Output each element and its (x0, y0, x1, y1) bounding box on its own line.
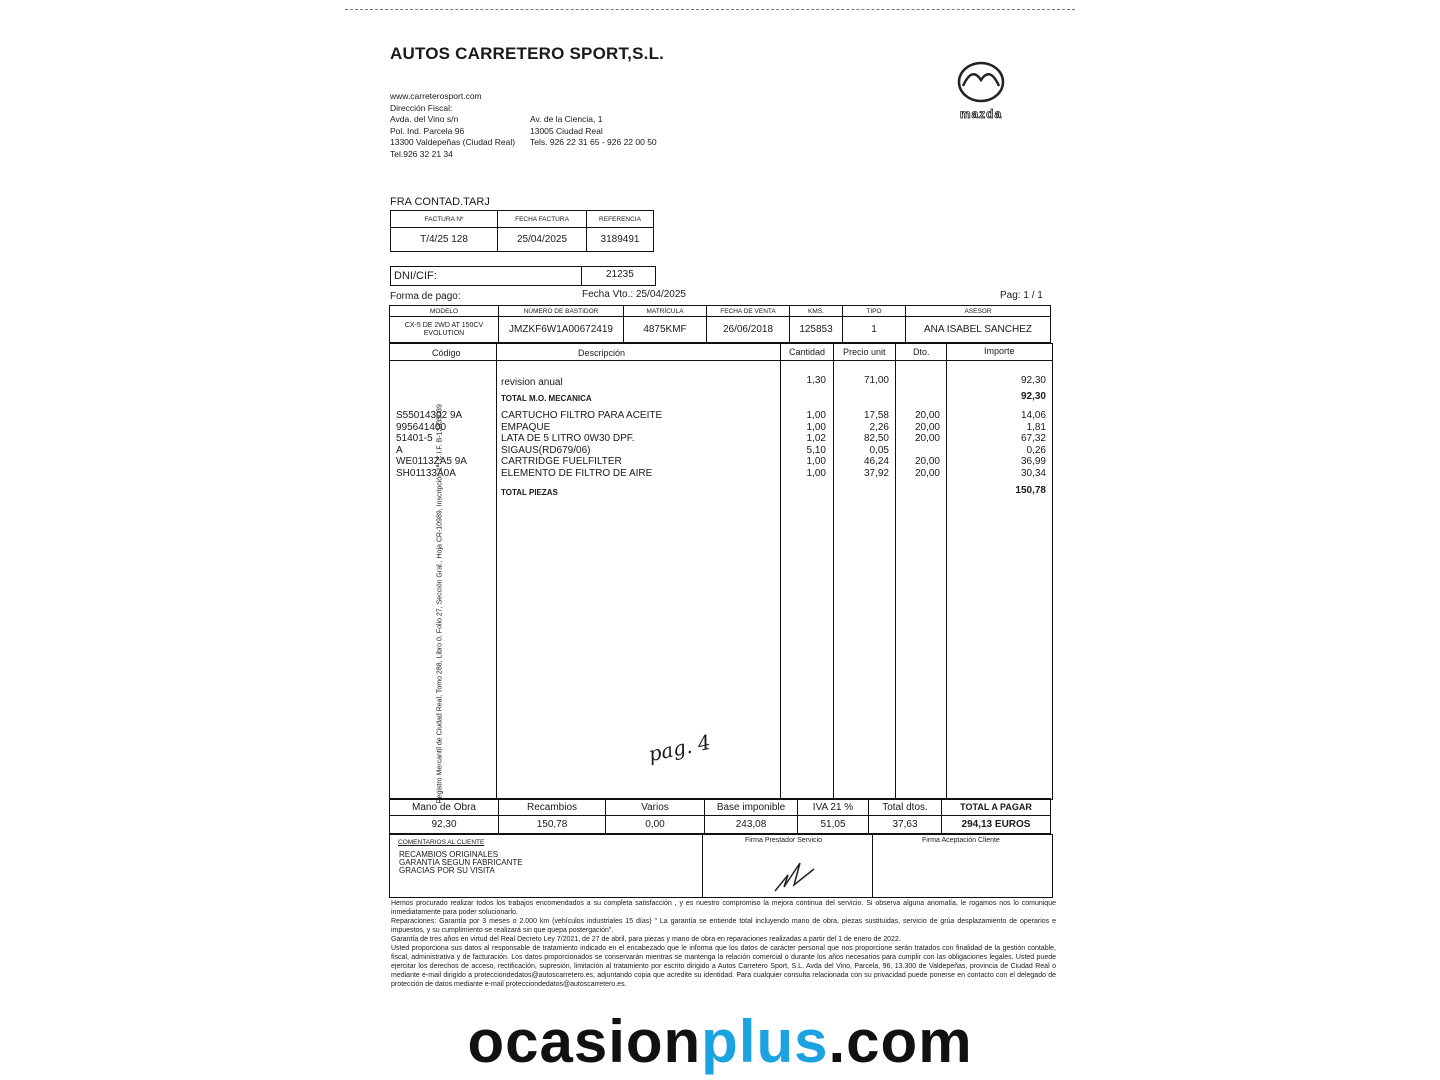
parts-sum-header: Recambios (499, 799, 606, 816)
sale-date-header: FECHA DE VENTA (707, 306, 790, 317)
part-disc: 20,00 (914, 456, 940, 467)
totals-table (389, 798, 1051, 834)
vehicle-table (389, 305, 1051, 343)
handwritten-note: pag. 4 (646, 729, 713, 767)
mazda-logo-icon (945, 58, 1017, 122)
part-amount: 0,26 (1026, 444, 1046, 456)
part-amount: 30,34 (1020, 467, 1046, 479)
model-line: EVOLUTION (423, 329, 465, 337)
invoice-number: T/4/25 128 (391, 228, 498, 252)
model-line: CX-5 DE 2WD AT 150CV (404, 321, 484, 329)
col-divider (780, 344, 781, 799)
code-header: Código (432, 348, 461, 358)
part-qty: 1,00 (806, 421, 826, 433)
grand-total: 294,13 EUROS (942, 816, 1051, 834)
legal-text (391, 899, 1056, 989)
grand-total-header: TOTAL A PAGAR (942, 799, 1051, 816)
part-qty: 5,10 (806, 444, 826, 456)
sale-date-value: 26/06/2018 (707, 317, 790, 343)
part-price: 37,92 (863, 467, 889, 479)
comment-line: RECAMBIOS ORIGINALES (399, 850, 499, 859)
part-qty: 1,00 (806, 456, 826, 467)
vin-value: JMZKF6W1A00672419 (499, 317, 624, 343)
invoice-date: 25/04/2025 (498, 228, 587, 252)
part-desc: EMPAQUE (501, 421, 551, 433)
col-divider (946, 344, 947, 799)
part-code: S55014302 9A (396, 410, 463, 421)
branch-line: 13005 Ciudad Real (530, 125, 603, 136)
registry-side-text: Registro Mercantil de Ciudad Real, Tomo 288, Libro 0, Folio 27, Sección Gral., Hoja CR-10989, Inscripción 1ª. C.I.F. B-13335039 (436, 404, 444, 804)
part-price: 17,58 (863, 410, 889, 421)
branch-line: Av. de la Ciencia, 1 (530, 114, 603, 124)
fiscal-line: Tel.926 32 21 34 (390, 148, 453, 159)
part-desc: ELEMENTO DE FILTRO DE AIRE (501, 467, 653, 479)
part-amount: 67,32 (1020, 433, 1046, 444)
fiscal-line: 13300 Valdepeñas (Ciudad Real) (390, 137, 516, 147)
part-price: 2,26 (869, 421, 889, 433)
provider-signature-label: Firma Prestador Servicio (745, 837, 823, 844)
document-type: FRA CONTAD.TARJ (390, 196, 490, 208)
part-desc: SIGAUS(RD679/06) (501, 444, 591, 456)
comment-line: GRACIAS POR SU VISITA (399, 866, 495, 875)
signature-scribble (770, 855, 820, 895)
comment-line: GARANTIA SEGUN FABRICANTE (399, 858, 523, 867)
part-disc: 20,00 (914, 467, 940, 479)
comments-label: COMENTARIOS AL CLIENTE (398, 839, 485, 846)
client-signature-label: Firma Aceptación Cliente (922, 837, 1000, 844)
company-contact (390, 91, 515, 160)
line-desc: revision anual (501, 377, 563, 388)
invoice-lines (389, 343, 1053, 800)
discount-total: 37,63 (869, 816, 942, 834)
dni-label: DNI/CIF: (394, 270, 437, 282)
invoice-id-table (390, 210, 654, 252)
description-header: Descripción (578, 348, 626, 358)
logo-part-accent: plus (701, 1008, 829, 1075)
plate-header: MATRÍCULA (624, 306, 707, 317)
part-price: 46,24 (863, 456, 889, 467)
legal-paragraph: Usted proporciona sus datos al responsable de tratamiento indicado en el encabezado que le informa que los datos de carácter personal que nos proporcione serán tratados con finalidad de la gestión contable, fiscal, administrativa y de facturación. Los datos proporcionados se conservarán mientras se mantenga la relación comercial o durante los años necesarios para cumplir con las obligaciones legales. Usted puede ejercitar los derechos de acceso, rectificación, supresión, limitación al tratamiento por escrito dirigido a Autos Carretero Sport, S.L. Avda del Vino, Parcela, 96, 13.300 de Valdepeñas, provincia de Ciudad Real o mediante e-mail dirigido a protecciondedatos@autoscarretero.es, adjuntando copia que acredite su identidad. Para cualquier consulta relacionada con su privacidad puede ponerse en contacto con el delegado de protección de datos mediante e-mail protecciondedatos@autoscarretero.es. (391, 945, 1056, 988)
part-code: 995641400 (396, 421, 447, 433)
col-divider (496, 344, 497, 799)
part-desc: CARTRIDGE FUELFILTER (501, 456, 622, 467)
plate-value: 4875KMF (624, 317, 707, 343)
payment-label: Forma de pago: (390, 291, 461, 302)
comments-box (389, 834, 1053, 898)
line-amount: 92,30 (1020, 375, 1046, 386)
misc-sum-header: Varios (606, 799, 705, 816)
legal-paragraph: Garantía de tres años en virtud del Real Decreto Ley 7/2021, de 27 de abril, para piezas y mano de obra en reparaciones realizadas a partir del 1 de enero de 2022. (391, 936, 901, 943)
part-qty: 1,00 (806, 410, 826, 421)
labor-total: 92,30 (1020, 391, 1046, 402)
company-name: AUTOS CARRETERO SPORT,S.L. (390, 44, 665, 63)
reference-header: REFERENCIA (587, 211, 654, 228)
part-qty: 1,00 (806, 467, 826, 479)
legal-paragraph: Hemos procurado realizar todos los trabajos encomendados a su completa satisfacción , y es nuestro compromiso la mejora continua del servicio. Si observa alguna anomalía, le rogamos nos lo comunique inmediatamente para poder solucionarlo. (391, 900, 1056, 916)
labor-sum-header: Mano de Obra (390, 799, 499, 816)
model-header: MODELO (390, 306, 499, 317)
logo-part: .com (828, 1008, 973, 1075)
page-number: Pag: 1 / 1 (1000, 290, 1043, 301)
unit-price-header: Precio unit (843, 347, 886, 357)
discount-total-header: Total dtos. (869, 799, 942, 816)
amount-header: Importe (984, 346, 1015, 356)
legal-paragraph: Reparaciones: Garantía por 3 meses o 2.000 km (vehículos industriales 15 días) " La garantía se entiende total incluyendo mano de obra, piezas sustituidas, servicio de grúa desplazamiento de operarios e impuestos, y su cumplimiento se realizará sin que quepa postergación". (391, 918, 1056, 934)
due-date: Fecha Vto.: 25/04/2025 (582, 289, 686, 300)
advisor-header: ASESOR (906, 306, 1051, 317)
branch-address (530, 114, 657, 149)
part-desc: CARTUCHO FILTRO PARA ACEITE (501, 410, 663, 421)
vin-header: NÚMERO DE BASTIDOR (499, 306, 624, 317)
company-website: www.carreterosport.com (390, 91, 482, 101)
part-amount: 36,99 (1020, 456, 1046, 467)
part-price: 82,50 (863, 433, 889, 444)
parts-total: 150,78 (1015, 485, 1046, 496)
svg-text:mazda: mazda (959, 107, 1003, 121)
advisor-value: ANA ISABEL SANCHEZ (906, 317, 1051, 343)
part-code: A (396, 444, 403, 456)
col-divider (833, 344, 834, 799)
part-disc: 20,00 (914, 433, 940, 444)
kms-value: 125853 (790, 317, 843, 343)
reference-value: 3189491 (587, 228, 654, 252)
taxable-base: 243,08 (705, 816, 798, 834)
fiscal-label: Dirección Fiscal: (390, 102, 453, 113)
site-logo (0, 1007, 1440, 1076)
type-header: TIPO (843, 306, 906, 317)
dni-box (390, 266, 656, 286)
labor-total-label: TOTAL M.O. MECANICA (501, 394, 592, 403)
invoice-number-header: FACTURA Nº (391, 211, 498, 228)
logo-part: ocasion (467, 1008, 702, 1075)
part-qty: 1,02 (806, 433, 826, 444)
dni-value: 21235 (606, 269, 634, 280)
labor-sum: 92,30 (390, 816, 499, 834)
part-disc: 20,00 (914, 410, 940, 421)
part-amount: 1,81 (1026, 421, 1046, 433)
part-code: SH01133A0A (396, 467, 456, 479)
type-value: 1 (843, 317, 906, 343)
part-desc: LATA DE 5 LITRO 0W30 DPF. (501, 433, 635, 444)
taxable-base-header: Base imponible (705, 799, 798, 816)
part-code: WE0113ZA5 9A (396, 456, 467, 467)
kms-header: KMS. (790, 306, 843, 317)
dni-divider (581, 267, 582, 285)
parts-sum: 150,78 (499, 816, 606, 834)
fiscal-line: Avda. del Vino s/n (390, 114, 459, 124)
scan-edge-line (345, 9, 1075, 10)
part-amount: 14,06 (1020, 410, 1046, 421)
vat-amount: 51,05 (798, 816, 869, 834)
quantity-header: Cantidad (789, 347, 826, 357)
parts-total-label: TOTAL PIEZAS (501, 488, 558, 497)
header-divider (390, 360, 1052, 361)
line-qty: 1,30 (806, 375, 826, 386)
invoice-date-header: FECHA FACTURA (498, 211, 587, 228)
vat-header: IVA 21 % (798, 799, 869, 816)
discount-header: Dto. (913, 347, 930, 357)
comments-text (399, 851, 523, 875)
fiscal-line: Pol. Ind. Parcela 96 (390, 125, 465, 136)
part-code: 51401-5 (396, 433, 433, 444)
sign-divider (872, 835, 873, 897)
misc-sum: 0,00 (606, 816, 705, 834)
part-disc: 20,00 (914, 421, 940, 433)
sign-divider (702, 835, 703, 897)
branch-line: Tels. 926 22 31 65 - 926 22 00 50 (530, 137, 657, 147)
model-value (390, 317, 499, 343)
line-price: 71,00 (863, 375, 889, 386)
part-price: 0,05 (869, 444, 889, 456)
